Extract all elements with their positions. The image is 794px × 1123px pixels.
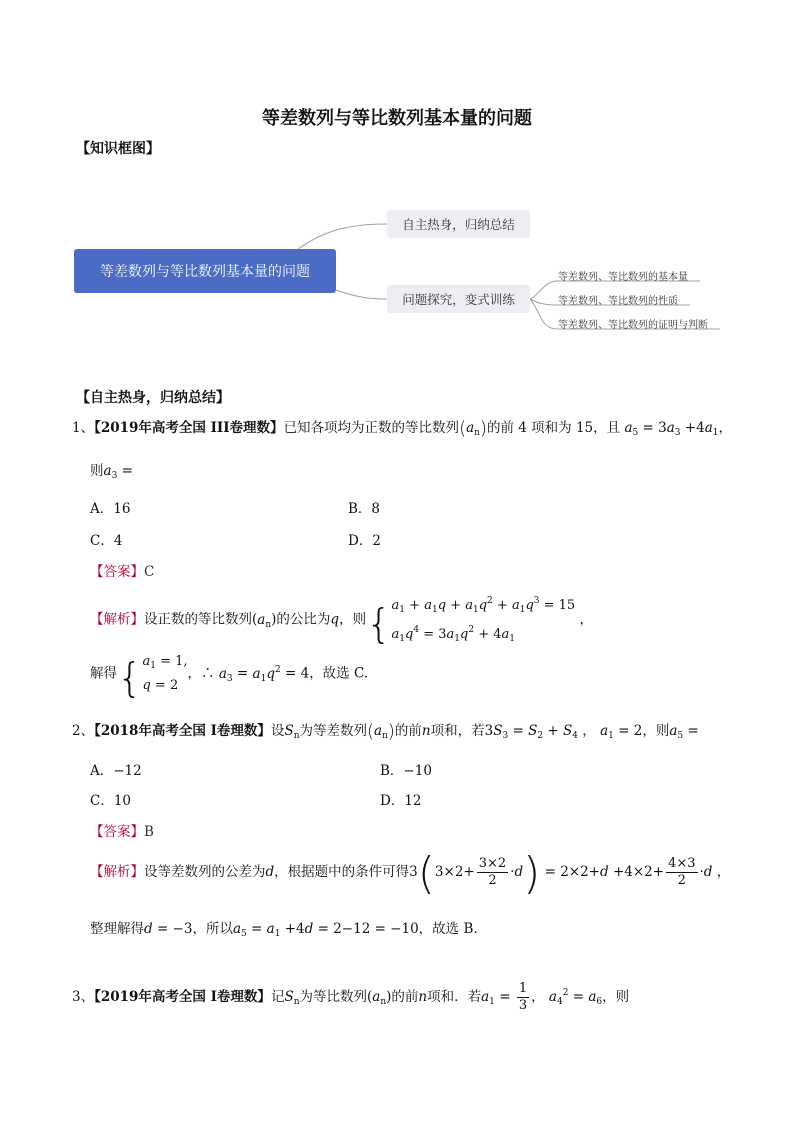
solution-1: 解得{ $a_1 = 1$, q = 2 ，∴ $a_3 = a_1q^2 = 4$，故选 C. <box>90 654 369 702</box>
mind-map-leaf-basics: 等差数列、等比数列的基本量 <box>558 272 688 283</box>
analysis-1: 【解析】设正数的等比数列$(a_n)$的公比为q，则{ $a_1 + a_1q + a_1q^2 + a_1q^3 = 15$ $a_1q^4 = 3a_1q^2 + 4a_1$ ， <box>90 596 593 648</box>
answer-label: 【答案】 <box>90 824 144 840</box>
page-title: 等差数列与等比数列基本量的问题 <box>262 108 532 129</box>
analysis-2: 【解析】设等差数列的公差为d，根据题中的条件可得3(3×2+ $\frac{3\times 2}{2}$ ·d) = 2×2+d +4×2+ $\frac{4\times 3}{2}$ ·d ， <box>90 848 731 899</box>
solution-2: 整理解得d = −3，所以$a_5 = a_1 +4d = 2-12 = -10$，故选 B. <box>90 921 478 939</box>
question-number: 3、 <box>72 989 95 1005</box>
answer-value: B <box>144 824 154 840</box>
question-1-ask: 则$a_3$ = <box>90 463 133 481</box>
question-source: 【2019年高考全国 I卷理数】 <box>94 989 271 1005</box>
mind-map-root-node: 等差数列与等比数列基本量的问题 <box>74 249 336 293</box>
question-source: 【2019年高考全国 III卷理数】 <box>94 420 284 436</box>
question-source: 【2018年高考全国 I卷理数】 <box>94 723 271 739</box>
mind-map-branch-explore: 问题探究，变式训练 <box>387 285 530 313</box>
option-b: B．−10 <box>380 763 432 779</box>
analysis-label: 【解析】 <box>90 611 144 628</box>
section-heading-warmup: 【自主热身，归纳总结】 <box>76 390 230 406</box>
option-b: B．8 <box>348 501 381 517</box>
question-2: 2、【2018年高考全国 I卷理数】设$S_n$为等差数列$(a_n)$的前n项和，若$3S_3 = S_2 + S_4$ ， $a_1 = 2$，则$a_5$ = <box>72 721 699 742</box>
option-a: A．16 <box>90 501 131 517</box>
mind-map-branch-warmup: 自主热身，归纳总结 <box>387 210 530 238</box>
mind-map-leaf-proof: 等差数列、等比数列的证明与判断 <box>558 320 708 331</box>
mind-map-leaf-properties: 等差数列、等比数列的性质 <box>558 296 678 307</box>
option-c: C．10 <box>90 793 132 809</box>
question-number: 2、 <box>72 723 95 739</box>
question-number: 1、 <box>72 420 95 436</box>
question-1: 1、【2019年高考全国 III卷理数】已知各项均为正数的等比数列$(a_n)$的前 4 项和为 15，且 $a_5 = 3a_3 +4a_1$， <box>72 418 733 439</box>
option-d: D．2 <box>348 533 381 549</box>
answer-label: 【答案】 <box>90 564 144 580</box>
answer-1 <box>90 560 154 580</box>
analysis-label: 【解析】 <box>90 864 144 880</box>
answer-value: C <box>144 564 155 580</box>
question-3: 3、【2019年高考全国 I卷理数】记$S_n$为等比数列$(a_n)$的前n项和．若$a_1$ = $\frac{1}{3}$ ， $a_4^2 = a_6$，则 <box>72 981 630 1013</box>
option-a: A．−12 <box>90 763 142 779</box>
section-heading-framework: 【知识框图】 <box>76 141 160 157</box>
answer-2 <box>90 820 154 840</box>
option-c: C．4 <box>90 533 123 549</box>
option-d: D．12 <box>380 793 422 809</box>
